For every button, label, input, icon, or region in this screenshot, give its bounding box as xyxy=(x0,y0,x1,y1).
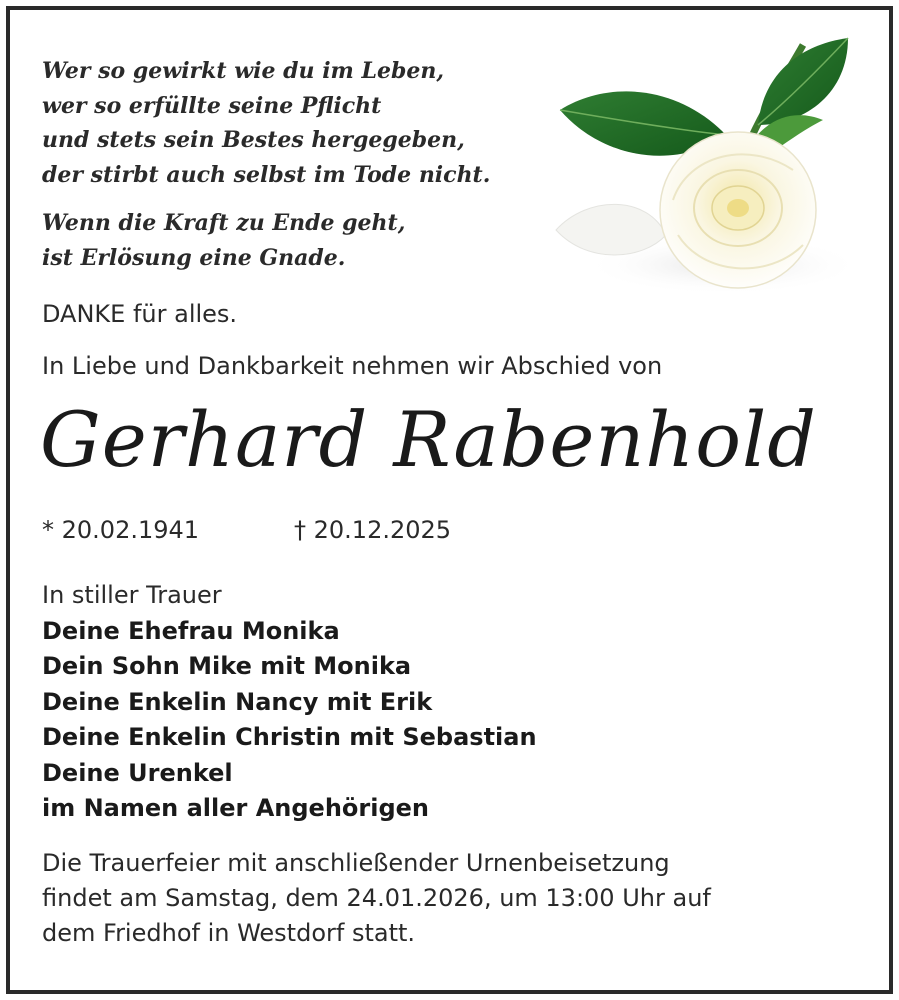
mourner-name: Deine Enkelin Nancy mit Erik xyxy=(42,687,433,716)
poem-line: und stets sein Bestes hergegeben, xyxy=(42,127,465,153)
mourner-name: im Namen aller Angehörigen xyxy=(42,794,430,822)
poem-line: der stirbt auch selbst im Tode nicht. xyxy=(42,161,491,188)
ceremony-line: dem Friedhof in Westdorf statt. xyxy=(42,919,416,947)
poem-line: wer so erfüllte seine Pflicht xyxy=(42,92,382,119)
birth-date: * 20.02.1941 xyxy=(42,516,200,544)
deceased-name: Gerhard Rabenhold xyxy=(40,395,817,484)
ceremony-line: findet am Samstag, dem 24.01.2026, um 13:00 Uhr auf xyxy=(42,884,711,912)
poem-line: ist Erlösung eine Gnade. xyxy=(42,244,346,271)
poem xyxy=(42,54,562,289)
white-rose-illustration xyxy=(548,30,868,300)
life-dates xyxy=(42,516,452,544)
poem-line: Wenn die Kraft zu Ende geht, xyxy=(42,210,406,236)
mourner-name: Deine Urenkel xyxy=(42,758,233,787)
mourner-name: Deine Ehefrau Monika xyxy=(42,616,340,645)
mourner-name: Dein Sohn Mike mit Monika xyxy=(42,652,412,680)
poem-stanza-1 xyxy=(42,54,562,192)
thanks-line: DANKE für alles. xyxy=(42,300,238,328)
mourner-name: Deine Enkelin Christin mit Sebastian xyxy=(42,723,537,751)
mourners-lead: In stiller Trauer xyxy=(42,581,222,609)
ceremony-info xyxy=(42,846,842,951)
mourners-list xyxy=(42,578,537,827)
farewell-intro: In Liebe und Dankbarkeit nehmen wir Abschied von xyxy=(42,352,663,380)
poem-line: Wer so gewirkt wie du im Leben, xyxy=(42,58,444,84)
poem-stanza-2 xyxy=(42,206,562,275)
ceremony-line: Die Trauerfeier mit anschließender Urnenbeisetzung xyxy=(42,849,670,877)
death-date: † 20.12.2025 xyxy=(294,516,452,544)
